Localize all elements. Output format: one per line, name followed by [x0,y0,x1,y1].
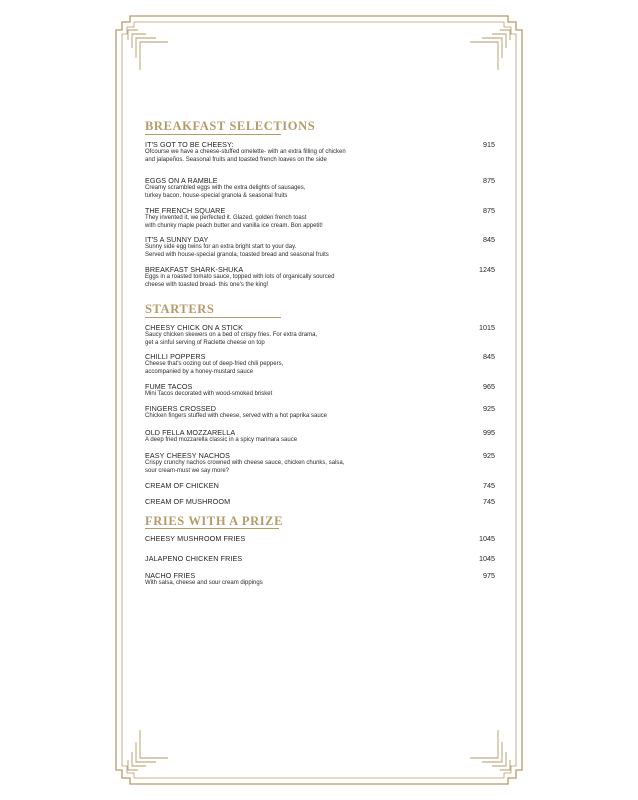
menu-item [145,235,495,259]
section-title-starters: STARTERS [145,302,215,316]
item-price: 1045 [479,534,495,543]
item-name: EASY CHEESY NACHOS [145,451,231,460]
item-name: CREAM OF MUSHROOM [145,497,231,506]
menu-item [145,404,495,421]
item-price: 1245 [479,265,495,274]
item-price: 1045 [479,554,495,563]
item-description: With salsa, cheese and sour cream dippings [145,580,263,586]
item-description: and jalapeños. Seasonal fruits and toasted french loaves on the side [145,156,327,163]
menu-item [145,428,495,445]
item-description: Chicken fingers stuffed with cheese, served with a hot paprika sauce [145,413,327,419]
item-name: NACHO FRIES [145,571,196,580]
item-name: IT'S A SUNNY DAY [145,235,209,244]
menu-item [145,140,495,164]
item-price: 745 [483,481,495,490]
item-name: CHEESY CHICK ON A STICK [145,323,244,332]
section-title-breakfast: BREAKFAST SELECTIONS [145,119,316,133]
menu-item [145,571,495,588]
item-name: CREAM OF CHICKEN [145,481,219,490]
menu-item [145,481,495,490]
item-price: 845 [483,235,495,244]
item-description: sour cream-must we say more? [145,467,230,474]
item-name: FUME TACOS [145,382,193,391]
item-name: OLD FELLA MOZZARELLA [145,428,236,437]
item-description: get a sinful serving of Raclette cheese on top [145,339,265,346]
item-name: THE FRENCH SQUARE [145,206,226,215]
item-description: Creamy scrambled eggs with the extra delights of sausages, [145,185,306,191]
item-price: 845 [483,352,495,361]
section-rule-starters [145,317,281,318]
section-rule-breakfast [145,134,281,135]
item-description: turkey bacon, house-special granola & seasonal fruits [145,192,288,199]
item-description: Ofcourse we have a cheese-stuffed omelette- with an extra filling of chicken [145,149,346,155]
item-description: Served with house-special granola, toasted bread and seasonal fruits [145,251,329,258]
menu-item [145,206,495,230]
menu-item [145,554,495,563]
item-name: EGGS ON A RAMBLE [145,176,218,185]
menu-item [145,352,495,376]
menu-item [145,176,495,200]
section-title-fries: FRIES WITH A PRIZE [145,514,284,528]
item-description: cheese with toasted bread- this one's the king! [145,281,269,288]
menu-item [145,323,495,347]
item-description: Crispy crunchy nachos crowned with cheese sauce, chicken chunks, salsa, [145,460,345,466]
menu-item [145,382,495,399]
item-name: CHILLI POPPERS [145,352,206,361]
item-price: 875 [483,176,495,185]
item-price: 995 [483,428,495,437]
item-price: 965 [483,382,495,391]
item-price: 745 [483,497,495,506]
item-price: 925 [483,404,495,413]
item-description: Sunny side egg twins for an extra bright start to your day. [145,244,297,250]
item-name: IT'S GOT TO BE CHEESY: [145,140,234,149]
menu-item [145,497,495,506]
item-description: with chunky maple peach butter and vanilla ice cream. Bon appetit! [145,222,323,229]
item-price: 875 [483,206,495,215]
item-description: Saucy chicken skewers on a bed of crispy fries. For extra drama, [145,332,318,338]
item-name: FINGERS CROSSED [145,404,216,413]
menu-item [145,451,495,475]
item-description: accompanied by a honey-mustard sauce [145,368,254,375]
item-description: A deep fried mozzarella classic in a spicy marinara sauce [145,437,298,443]
menu-item [145,265,495,289]
item-name: CHEESY MUSHROOM FRIES [145,534,246,543]
item-description: Eggs in a roasted tomato sauce, topped with lots of organically sourced [145,274,335,280]
menu-item [145,534,495,543]
item-description: They invented it, we perfected it. Glazed, golden french toast [145,215,307,221]
item-price: 1015 [479,323,495,332]
item-name: BREAKFAST SHARK-SHUKA [145,265,244,274]
item-price: 975 [483,571,495,580]
section-rule-fries [145,528,279,529]
item-price: 925 [483,451,495,460]
item-description: Mini Tacos decorated with wood-smoked brisket [145,391,273,397]
item-description: Cheese that's oozing out of deep-fried chili peppers, [145,361,284,367]
item-price: 915 [483,140,495,149]
item-name: JALAPENO CHICKEN FRIES [145,554,243,563]
